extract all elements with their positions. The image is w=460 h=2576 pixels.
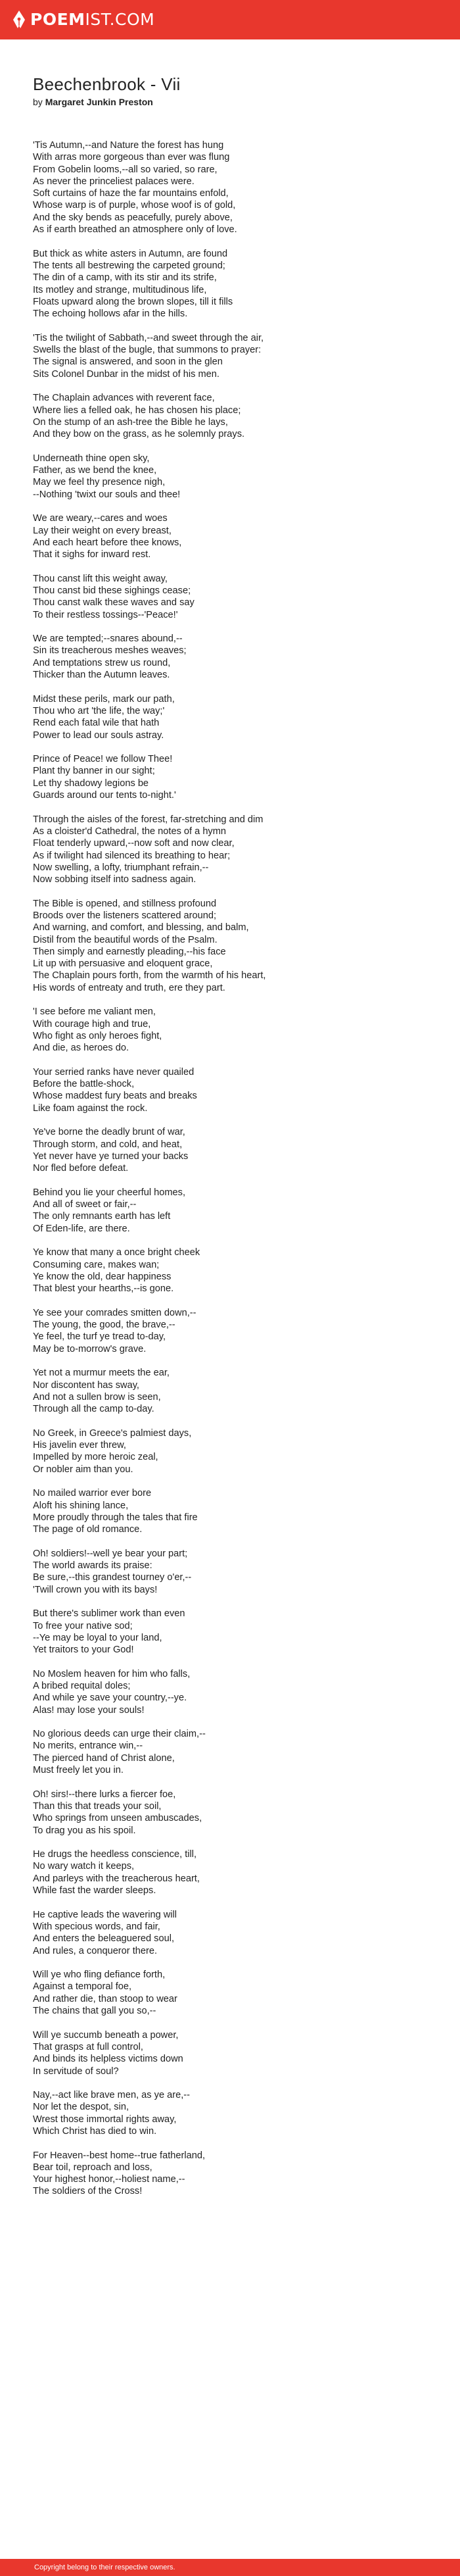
poem-byline: by Margaret Junkin Preston [33,97,153,107]
poem-line: May we feel thy presence nigh, [33,477,166,488]
poem-line: Ye know that many a once bright cheek [33,1247,200,1258]
poem-line: We are weary,--cares and woes [33,513,168,524]
poem-line: Before the battle-shock, [33,1079,135,1090]
poem-line: Distil from the beautiful words of the Psalm. [33,934,218,945]
poem-line: No merits, entrance win,-- [33,1741,143,1752]
poem-line: For Heaven--best home--true fatherland, [33,2150,205,2161]
poem-stanza [33,453,440,501]
poem-stanza [33,2150,440,2198]
poem-body [33,139,440,2198]
poem-line: Float tenderly upward,--now soft and now clear, [33,838,235,849]
poem-line: On the stump of an ash-tree the Bible he lays, [33,416,228,428]
poem-stanza [33,693,440,741]
poem-line: Must freely let you in. [33,1765,124,1776]
poem-stanza [33,573,440,621]
poem-line: And enters the beleaguered soul, [33,1933,175,1944]
poem-article [33,74,440,2210]
site-logo[interactable] [12,10,154,30]
poem-stanza [33,2089,440,2137]
poem-line: Then simply and earnestly pleading,--his face [33,946,226,957]
poem-line: 'Twill crown you with its bays! [33,1584,158,1595]
poem-line: Yet never have ye turned your backs [33,1151,189,1162]
poem-stanza [33,1789,440,1837]
poem-stanza [33,753,440,801]
poem-line: And die, as heroes do. [33,1043,129,1054]
poem-line: Nor let the despot, sin, [33,2102,129,2113]
poem-line: Swells the blast of the bugle, that summons to prayer: [33,345,262,356]
poem-line: No Moslem heaven for him who falls, [33,1668,191,1679]
poem-line: Thou canst walk these waves and say [33,597,195,608]
poem-line: No wary watch it keeps, [33,1861,135,1872]
poem-line: Consuming care, makes wan; [33,1259,160,1270]
poem-line: Your serried ranks have never quailed [33,1066,195,1077]
poem-line: Sits Colonel Dunbar in the midst of his men. [33,368,219,380]
site-header [0,0,460,39]
poem-stanza [33,1487,440,1535]
poem-stanza [33,1909,440,1957]
poem-line: Ye've borne the deadly brunt of war, [33,1127,185,1138]
poem-line: Of Eden-life, are there. [33,1223,130,1234]
pen-nib-icon [12,10,26,30]
poem-line: And the sky bends as peacefully, purely above, [33,212,233,223]
poem-line: To their restless tossings--'Peace!' [33,609,178,620]
poem-line: With courage high and true, [33,1018,151,1029]
poem-line: Now sobbing itself into sadness again. [33,874,196,885]
poem-line: Soft curtains of haze the far mountains enfold, [33,188,229,199]
poem-line: As a cloister'd Cathedral, the notes of a hymn [33,826,227,837]
poem-stanza [33,1668,440,1716]
poem-line: 'Tis Autumn,--and Nature the forest has hung [33,140,224,151]
poem-stanza [33,2029,440,2077]
poem-line: Guards around our tents to-night.' [33,790,176,801]
poem-line: Thou canst lift this weight away, [33,573,168,584]
poem-line: He drugs the heedless conscience, till, [33,1849,197,1860]
poem-line: And temptations strew us round, [33,657,171,668]
poem-stanza [33,1247,440,1295]
poem-line: Plant thy banner in our sight; [33,766,155,777]
poem-line: As if earth breathed an atmosphere only of love. [33,224,237,235]
poem-line: Sin its treacherous meshes weaves; [33,645,187,656]
poem-line: His javelin ever threw, [33,1440,126,1451]
poem-stanza [33,1126,440,1174]
poem-line: Impelled by more heroic zeal, [33,1452,158,1463]
poem-line: With arras more gorgeous than ever was flung [33,152,230,163]
poem-line: But thick as white asters in Autumn, are found [33,248,228,259]
poem-line: Thou canst bid these sighings cease; [33,585,191,596]
poem-line: Alas! may lose your souls! [33,1704,145,1716]
poem-line: Behind you lie your cheerful homes, [33,1187,186,1198]
poem-line: That grasps at full control, [33,2041,143,2052]
poem-stanza [33,1969,440,2017]
poem-line: And they bow on the grass, as he solemnly prays. [33,429,245,440]
poem-line: That blest your hearths,--is gone. [33,1283,174,1295]
poem-line: More proudly through the tales that fire [33,1512,198,1523]
poem-line: The soldiers of the Cross! [33,2186,143,2197]
poem-line: Ye know the old, dear happiness [33,1271,172,1282]
poem-line: Now swelling, a lofty, triumphant refrain,-- [33,862,209,873]
poem-stanza [33,898,440,994]
poem-line: Rend each fatal wile that hath [33,718,160,729]
poem-line: He captive leads the wavering will [33,1909,177,1920]
poem-line: A bribed requital doles; [33,1681,131,1691]
poem-line: Will ye who fling defiance forth, [33,1969,166,1981]
poem-stanza [33,1848,440,1896]
poem-line: 'Tis the twilight of Sabbath,--and sweet through the air, [33,332,264,343]
poem-line: The page of old romance. [33,1524,143,1535]
poem-line: And parleys with the treacherous heart, [33,1873,200,1884]
poem-line: 'I see before me valiant men, [33,1006,156,1018]
poem-line: Like foam against the rock. [33,1102,148,1114]
poem-stanza [33,512,440,560]
poem-line: --Ye may be loyal to your land, [33,1632,162,1643]
poem-line: And warning, and comfort, and blessing, and balm, [33,922,249,933]
poem-line: Yet not a murmur meets the ear, [33,1368,170,1379]
poem-line: Against a temporal foe, [33,1981,132,1993]
poem-line: The tents all bestrewing the carpeted ground; [33,260,225,271]
poem-line: And each heart before thee knows, [33,537,182,548]
poem-line: The chains that gall you so,-- [33,2006,156,2017]
poem-stanza [33,1608,440,1656]
poem-stanza [33,332,440,380]
poem-line: The din of a camp, with its stir and its strife, [33,272,217,284]
poem-line: Nor fled before defeat. [33,1163,129,1174]
poem-line: --Nothing 'twixt our souls and thee! [33,489,181,500]
poem-line: The only remnants earth has left [33,1211,171,1222]
poem-line: Aloft his shining lance, [33,1500,129,1511]
poem-line: But there's sublimer work than even [33,1608,185,1620]
poem-line: The Chaplain pours forth, from the warmth of his heart, [33,970,266,981]
poem-line: No mailed warrior ever bore [33,1488,152,1499]
poem-line: Through the aisles of the forest, far-stretching and dim [33,814,264,825]
poem-line: To drag you as his spoil. [33,1825,136,1836]
poem-stanza [33,1066,440,1114]
poem-line: Who fight as only heroes fight, [33,1030,162,1041]
poem-line: To free your native sod; [33,1620,133,1631]
poem-line: The world awards its praise: [33,1560,152,1572]
poem-line: Nay,--act like brave men, as ye are,-- [33,2090,190,2101]
poem-line: Which Christ has died to win. [33,2125,157,2137]
poem-stanza [33,1728,440,1776]
poem-line: Floats upward along the brown slopes, till it fills [33,296,233,307]
poem-line: Than this that treads your soil, [33,1800,162,1812]
poem-line: As never the princeliest palaces were. [33,176,195,187]
poem-line: Broods over the listeners scattered around; [33,910,217,921]
poem-line: Who springs from unseen ambuscades, [33,1813,202,1824]
poem-line: Whose warp is of purple, whose woof is of gold, [33,200,236,211]
poem-line: The Bible is opened, and stillness profound [33,898,217,909]
poem-stanza [33,1006,440,1054]
poem-line: Your highest honor,--holiest name,-- [33,2174,185,2185]
poem-line: While fast the warder sleeps. [33,1885,156,1896]
poem-line: No glorious deeds can urge their claim,-- [33,1729,206,1740]
poem-line: From Gobelin looms,--all so varied, so rare, [33,164,218,175]
poem-stanza [33,139,440,235]
poem-line: And not a sullen brow is seen, [33,1391,161,1402]
poem-line: And rules, a conqueror there. [33,1945,158,1956]
poem-line: We are tempted;--snares abound,-- [33,633,183,645]
poem-line: Be sure,--this grandest tourney o'er,-- [33,1572,192,1583]
poem-stanza [33,248,440,320]
poem-line: And rather die, than stoop to wear [33,1993,177,2004]
poem-line: And binds its helpless victims down [33,2054,183,2065]
poem-line: The Chaplain advances with reverent face, [33,393,215,404]
poem-line: Its motley and strange, multitudinous life, [33,284,207,295]
poem-line: Will ye succumb beneath a power, [33,2029,179,2041]
poem-line: With specious words, and fair, [33,1921,160,1932]
poem-line: That it sighs for inward rest. [33,549,151,560]
poem-line: Let thy shadowy legions be [33,778,149,789]
poem-line: The signal is answered, and soon in the glen [33,357,223,368]
poem-line: Father, as we bend the knee, [33,465,157,476]
poem-line: As if twilight had silenced its breathing to hear; [33,850,231,861]
poem-line: Ye feel, the turf ye tread to-day, [33,1331,166,1343]
copyright-text: Copyright belong to their respective owners. [34,2564,175,2571]
author-link[interactable]: Margaret Junkin Preston [45,97,153,107]
poem-line: Prince of Peace! we follow Thee! [33,754,173,765]
poem-stanza [33,633,440,681]
poem-line: Thicker than the Autumn leaves. [33,670,170,681]
poem-stanza [33,1367,440,1415]
poem-title: Beechenbrook - Vii [33,74,181,94]
poem-line: May be to-morrow's grave. [33,1343,147,1354]
poem-line: The pierced hand of Christ alone, [33,1752,175,1764]
poem-line: His words of entreaty and truth, ere they part. [33,982,225,993]
poem-line: Ye see your comrades smitten down,-- [33,1307,196,1318]
poem-line: Nor discontent has sway, [33,1379,139,1391]
poem-line: Oh! sirs!--there lurks a fiercer foe, [33,1789,176,1800]
poem-line: Thou who art 'the life, the way;' [33,705,165,716]
poem-line: Midst these perils, mark our path, [33,693,175,705]
poem-line: Underneath thine open sky, [33,453,150,464]
poem-line: Lay their weight on every breast, [33,525,172,536]
poem-line: In servitude of soul? [33,2066,119,2077]
poem-stanza [33,1307,440,1355]
poem-line: Oh! soldiers!--well ye bear your part; [33,1548,188,1559]
poem-line: The young, the good, the brave,-- [33,1320,175,1331]
poem-line: Wrest those immortal rights away, [33,2114,177,2125]
poem-line: Through all the camp to-day. [33,1404,154,1415]
poem-line: Yet traitors to your God! [33,1645,134,1656]
poem-line: No Greek, in Greece's palmiest days, [33,1427,192,1439]
site-footer [0,2559,460,2576]
poem-stanza [33,1187,440,1235]
poem-line: And all of sweet or fair,-- [33,1199,137,1210]
poem-stanza [33,1427,440,1475]
poem-stanza [33,814,440,886]
poem-line: Power to lead our souls astray. [33,730,164,741]
poem-line: Bear toil, reproach and loss, [33,2162,152,2173]
poem-line: Whose maddest fury beats and breaks [33,1091,197,1102]
poem-line: And while ye save your country,--ye. [33,1693,187,1704]
poem-line: Where lies a felled oak, he has chosen his place; [33,405,241,416]
poem-line: Or nobler aim than you. [33,1464,133,1475]
poem-line: Lit up with persuasive and eloquent grace, [33,958,213,970]
poem-stanza [33,392,440,440]
logo-text: POEMIST.COM [30,10,155,29]
poem-line: Through storm, and cold, and heat, [33,1139,183,1150]
poem-line: The echoing hollows afar in the hills. [33,309,188,320]
poem-stanza [33,1548,440,1596]
